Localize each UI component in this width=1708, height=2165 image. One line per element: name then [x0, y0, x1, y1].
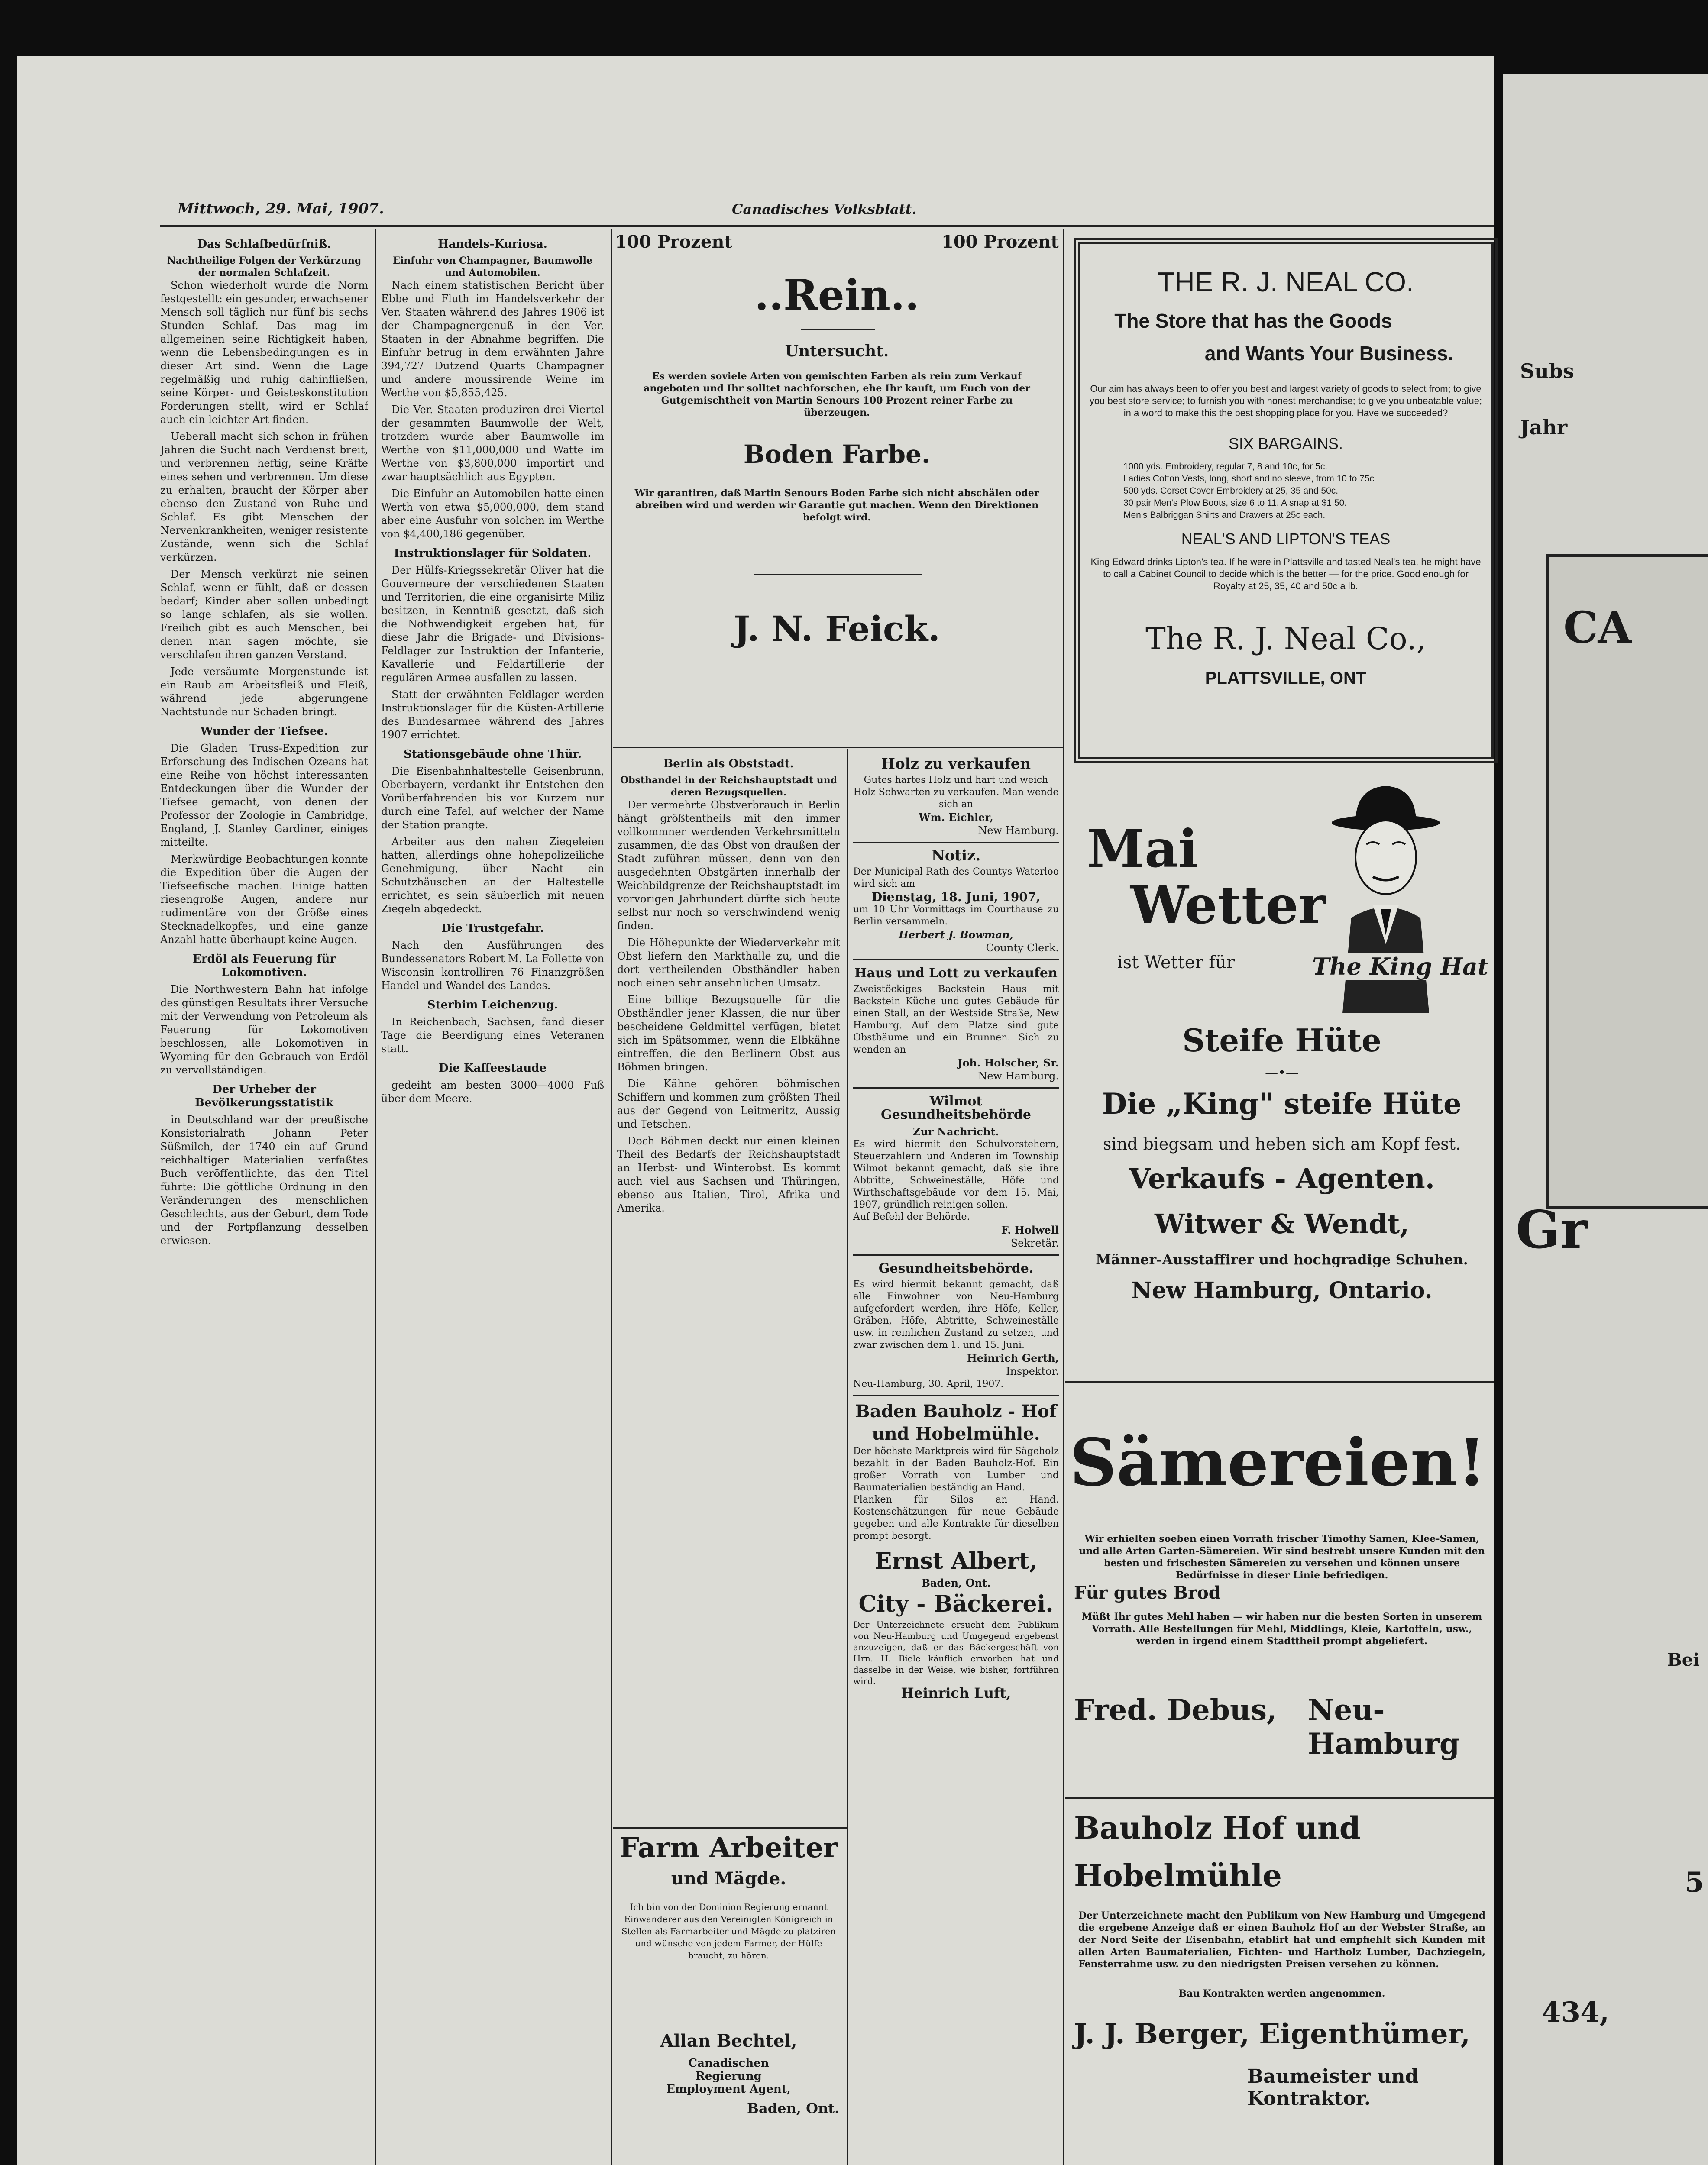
- king-line-6: Männer-Ausstaffirer und hochgradige Schuhen.: [1096, 1251, 1468, 1268]
- neal-bargain-list: [1123, 461, 1478, 521]
- paragraph: Der Mensch verkürzt nie seinen Schlaf, wenn er fühlt, daß er dessen bedarf; Kinder aber sollen unbedingt so lange schlafen, als sie wollen. Freilich gibt es auch Menschen, bei denen man sagen möchte, sie verschlafen ihren ganzen Verstand.: [160, 568, 368, 661]
- list-item: Ladies Cotton Vests, long, short and no sleeve, from 10 to 75c: [1123, 474, 1375, 484]
- baden-text: Der höchste Marktpreis wird für Sägeholz bezahlt in der Baden Bauholz-Hof. Ein großer Vorrath von Lumber und Baumaterialien beständig an Hand.: [853, 1446, 1059, 1493]
- farm-subtitle: und Mägde.: [671, 1868, 786, 1889]
- paragraph: Die Gladen Truss-Expedition zur Erforschung des Indischen Ozeans hat eine Reihe von höchst interessanten Entdeckungen über die Wunder der Tiefsee gemacht, von denen der Professor der Zoologie in Cambridge, England, J. Stanley Gardiner, einiges mitteilte.: [160, 742, 368, 848]
- wilmot-role: Sekretär.: [1010, 1237, 1059, 1249]
- city-name: Heinrich Luft,: [901, 1685, 1011, 1701]
- king-line-7: New Hamburg, Ontario.: [1131, 1277, 1433, 1304]
- farm-ad: [617, 1832, 840, 2165]
- baden-text-2: Planken für Silos an Hand. Kostenschätzungen für neue Gebäude gegeben und alle Kontrakte für dieselben prompt besorgt.: [853, 1494, 1059, 1541]
- wilmot-name: F. Holwell: [1001, 1224, 1059, 1236]
- baden-title-2: und Hobelmühle.: [872, 1424, 1040, 1444]
- paragraph: gedeiht am besten 3000—4000 Fuß über dem Meere.: [381, 1079, 604, 1105]
- wilmot-title: Wilmot Gesundheitsbehörde: [881, 1094, 1031, 1122]
- list-item: Men's Balbriggan Shirts and Drawers at 25c each.: [1123, 510, 1326, 520]
- newspaper-page: [17, 56, 1494, 2165]
- neal-bargains-title: SIX BARGAINS.: [1228, 435, 1343, 452]
- paper-name: Canadisches Volksblatt.: [732, 201, 917, 217]
- rein-text-2: Wir garantiren, daß Martin Senours Boden Farbe sich nicht abschälen oder abreiben wird und werden wir Garantie gut machen. Wenn den Direktionen befolgt wird.: [634, 488, 1039, 523]
- paragraph: Die Einfuhr an Automobilen hatte einen Werth von etwa $5,000,000, dem stand aber eine Ausfuhr von solchen im Werthe von $4,400,186 gegenüber.: [381, 488, 604, 540]
- haus-place: New Hamburg.: [978, 1070, 1059, 1082]
- rein-ad: [615, 232, 1059, 743]
- paragraph: In Reichenbach, Sachsen, fand dieser Tage die Beerdigung eines Veteranen statt.: [381, 1016, 604, 1055]
- article-title-erdoel: Erdöl als Feuerung für Lokomotiven.: [193, 953, 336, 979]
- saem-place: Neu-Hamburg: [1308, 1693, 1460, 1761]
- list-item: 1000 yds. Embroidery, regular 7, 8 and 10c, for 5c.: [1123, 462, 1328, 472]
- column-rule-4: [1063, 229, 1064, 2165]
- farm-name: Allan Bechtel,: [660, 2031, 797, 2051]
- neal-tagline-2: and Wants Your Business.: [1204, 342, 1454, 365]
- ges-name: Heinrich Gerth,: [967, 1352, 1059, 1364]
- saemereien-ad: [1070, 1390, 1494, 1797]
- king-subtitle: ist Wetter für: [1117, 953, 1235, 973]
- fragment: Bei: [1667, 1650, 1700, 1670]
- neal-teas-title: NEAL'S AND LIPTON'S TEAS: [1181, 530, 1391, 548]
- paragraph: Der Hülfs-Kriegssekretär Oliver hat die Gouverneure der verschiedenen Staaten und Territorien, die eine organisirte Miliz besitzen, in Kenntniß gesetzt, daß sich die Nothwendigkeit ergeben hat, für diese Jahr die Brigade- und Divisions-Feldlager zur Instruktion der Infanterie, Kavallerie und Feldartillerie der regulären Armee ausfallen zu lassen.: [381, 564, 604, 684]
- column-3-lower: [617, 751, 840, 1821]
- fragment: Subs: [1520, 359, 1574, 383]
- rein-left-label: 100 Prozent: [615, 232, 732, 252]
- bauholz-text: Der Unterzeichnete macht den Publikum von New Hamburg und Umgegend die ergebene Anzeige daß er einen Bauholz Hof an der Webster Straße, an der Nord Seite der Eisenbahn, etablirt hat und empfiehlt sich Kunden mit allen Arten Baumaterialien, Fichten- und Hartholz Lumber, Dachziegeln, Fensterrahme usw. zu den niedrigsten Preisen versehen zu können.: [1078, 1910, 1485, 1970]
- king-line-4: Verkaufs - Agenten.: [1129, 1163, 1435, 1195]
- column-1: [160, 232, 368, 2165]
- ges-role: Inspektor.: [1006, 1365, 1059, 1377]
- notiz-text-2: um 10 Uhr Vormittags im Courthause zu Berlin versammeln.: [853, 904, 1059, 927]
- issue-date: Mittwoch, 29. Mai, 1907.: [178, 200, 384, 217]
- list-item: 30 pair Men's Plow Boots, size 6 to 11. A snap at $1.50.: [1123, 498, 1347, 508]
- fragment: Gr: [1516, 1199, 1588, 1260]
- article-title-schlaf: Das Schlafbedürfniß.: [197, 238, 331, 251]
- bauholz-role: Baumeister und Kontraktor.: [1247, 2065, 1419, 2110]
- notiz-role: County Clerk.: [986, 942, 1059, 954]
- column-rule-3: [847, 749, 848, 2165]
- farm-place: Baden, Ont.: [747, 2100, 840, 2117]
- rein-seller: J. N. Feick.: [734, 608, 940, 649]
- paragraph: Eine billige Bezugsquelle für die Obsthändler jener Klassen, die nur über bescheidene Geldmittel verfügen, bietet sich im Spätsommer, wenn die Elbkähne eintreffen, die den Berlinern Obst aus Böhmen bringen.: [617, 994, 840, 1073]
- king-line-5: Witwer & Wendt,: [1154, 1208, 1410, 1240]
- wilmot-sign: Auf Befehl der Behörde.: [853, 1212, 970, 1222]
- article-title-station: Stationsgebäude ohne Thür.: [403, 748, 582, 761]
- notiz-title: Notiz.: [931, 847, 981, 864]
- neal-footer-name: The R. J. Neal Co.,: [1145, 621, 1426, 656]
- article-title-trust: Die Trustgefahr.: [441, 922, 544, 935]
- fragment: Jahr: [1520, 416, 1568, 439]
- wilmot-text: Es wird hiermit den Schulvorstehern, Steuerzahlern und Anderen im Township Wilmot bekannt gemacht, daß sie ihre Abtritte, Schweineställe, Höfe und Wirthschaftsgebäude vor dem 15. Mai, 1907, gründlich reinigen sollen.: [853, 1139, 1059, 1210]
- king-line-1: Steife Hüte: [1182, 1022, 1381, 1059]
- list-item: 500 yds. Corset Cover Embroidery at 25, 35 and 50c.: [1123, 486, 1339, 496]
- rein-right-label: 100 Prozent: [941, 232, 1059, 252]
- notiz-date: Dienstag, 18. Juni, 1907,: [871, 890, 1041, 904]
- fragment: 434,: [1542, 1996, 1609, 2029]
- notiz-name: Herbert J. Bowman,: [899, 928, 1013, 941]
- farm-text: Ich bin von der Dominion Regierung ernannt Einwanderer aus den Vereinigten Königreich in Stellen als Farmarbeiter und Mägde zu platziren und wünsche von jedem Farmer, der Hülfe braucht, zu hören.: [621, 1902, 836, 1961]
- notiz-text: Der Municipal-Rath des Countys Waterloo wird sich am: [853, 866, 1059, 889]
- paragraph: Nach den Ausführungen des Bundessenators Robert M. La Follette von Wisconsin kontrolliren 76 Finanzgrößen Handel und Wandel des Landes.: [381, 939, 604, 992]
- article-title-urheber: Der Urheber der Bevölkerungsstatistik: [195, 1083, 333, 1109]
- paragraph: Die Kähne gehören böhmischen Schiffern und kommen zum größten Theil aus der Gegend von Leitmeritz, Aussig und Tetschen.: [617, 1078, 840, 1130]
- farm-top-rule: [613, 1827, 847, 1829]
- king-line-3: sind biegsam und heben sich am Kopf fest.: [1103, 1134, 1461, 1154]
- rein-title: ..Rein..: [754, 271, 919, 320]
- saem-brod-text: Müßt Ihr gutes Mehl haben — wir haben nur die besten Sorten in unserem Vorrath. Alle Bestellungen für Mehl, Middlings, Kleie, Kartoffeln, usw., werden in irgend einem Stadttheil prompt abgeliefert.: [1081, 1611, 1482, 1647]
- article-title-leichenzug: Sterbim Leichenzug.: [427, 998, 558, 1011]
- paragraph: Die Ver. Staaten produziren drei Viertel der gesammten Baumwolle der Welt, trotzdem wurde aber Baumwolle im Werthe von $11,000,000 und Watte im Werthe von $3,800,000 importirt und zwar hauptsächlich aus Egypten.: [381, 404, 604, 483]
- paragraph: Merkwürdige Beobachtungen konnte die Expedition über die Augen der Tiefseefische machen. Einige hatten riesengroße Augen, andere nur rudimentäre von der Größe eines Stecknadelkopfes, und eine ganze Anzahl hatte überhaupt keine Augen.: [160, 853, 368, 946]
- bauholz-name: J. J. Berger, Eigenthümer,: [1074, 2018, 1470, 2050]
- column-rule-1: [375, 229, 376, 2165]
- article-title-tiefsee: Wunder der Tiefsee.: [200, 725, 328, 738]
- article-title-berlin: Berlin als Obststadt.: [663, 757, 794, 770]
- rein-subtitle: Untersucht.: [785, 342, 889, 360]
- article-title-kaffee: Die Kaffeestaude: [438, 1062, 547, 1075]
- article-subtitle-schlaf: Nachtheilige Folgen der Verkürzung der normalen Schlafzeit.: [167, 255, 362, 278]
- bauholz-title-1: Bauholz Hof und: [1074, 1810, 1361, 1846]
- paragraph: Statt der erwähnten Feldlager werden Instruktionslager für die Küsten-Artillerie des Bundesarmee während des Jahres 1907 errichtet.: [381, 688, 604, 741]
- rein-rule-2: [754, 574, 922, 575]
- neal-footer-place: PLATTSVILLE, ONT: [1205, 669, 1367, 688]
- fragment: 5: [1685, 1866, 1704, 1899]
- city-title: City - Bäckerei.: [858, 1591, 1054, 1617]
- paragraph: Die Northwestern Bahn hat infolge des günstigen Resultats ihrer Versuche mit der Verwendung von Petroleum als Feuerung für Lokomotiven beschlossen, alle Lokomotiven in Wyoming für den Gebrauch von Erdöl zu vervollständigen.: [160, 983, 368, 1076]
- rein-text-1: Es werden soviele Arten von gemischten Farben als rein zum Verkauf angeboten und Ihr solltet nachforschen, ehe Ihr kauft, um Euch von der Gutgemischtheit von Martin Senours 100 Prozent reiner Farbe zu überzeugen.: [644, 371, 1030, 418]
- saem-text: Wir erhielten soeben einen Vorrath frischer Timothy Samen, Klee-Samen, und alle Arten Garten-Sämereien. Wir sind bestrebt unsere Kunden mit den besten und frischesten Sämereien zu versehen und können unsere Bedürfnisse in dieser Linie befriedigen.: [1079, 1533, 1485, 1581]
- column-4: [853, 751, 1059, 2165]
- neal-intro: Our aim has always been to offer you best and largest variety of goods to select from; to give you best store service; to furnish you with honest merchandise; to give you unbeatable value; in a word to make this the best shopping place for you. Have we succeeded?: [1089, 383, 1482, 418]
- king-hat-ad: [1070, 771, 1494, 1429]
- header-rule: [160, 225, 1494, 227]
- column-2: [381, 232, 604, 2165]
- article-title-instruktion: Instruktionslager für Soldaten.: [394, 547, 592, 560]
- holz-title: Holz zu verkaufen: [881, 755, 1031, 772]
- bauholz-title-2: Hobelmühle: [1074, 1858, 1282, 1894]
- bauholz-top-rule: [1065, 1797, 1494, 1799]
- fragment: CA: [1563, 602, 1632, 653]
- neal-tagline-1: The Store that has the Goods: [1114, 310, 1392, 332]
- adjacent-page: [1503, 74, 1708, 2165]
- paragraph: in Deutschland war der preußische Konsistorialrath Johann Peter Süßmilch, der 1740 ein auf Grund reichhaltiger Materialien verfaßtes Buch veröffentlichte, das den Titel führte: Die göttliche Ordnung in den Veränderungen des menschlichen Geschlechts, aus der Geburt, dem Tode und der Fortpflanzung desselben erwiesen.: [160, 1114, 368, 1247]
- paragraph: Ueberall macht sich schon in frühen Jahren die Sucht nach Verdienst breit, und verbrennen heftig, seine Kräfte eines sehen und verbrennen. Um diese zu erhalten, braucht der Körper aber ebenso den Zustand von Ruhe und Schlaf. Es gibt Menschen der Nervenkrankheiten, weniger resistente Zustände, wenn sich die Schlaf verkürzen.: [160, 430, 368, 563]
- saem-name: Fred. Debus,: [1074, 1693, 1277, 1727]
- farm-role: Canadischen Regierung Employment Agent,: [666, 2057, 791, 2096]
- column-rule-2: [611, 229, 612, 2165]
- ges-text: Es wird hiermit bekannt gemacht, daß alle Einwohner von Neu-Hamburg aufgefordert werden, ihre Höfe, Keller, Gräben, Höfe, Abtritte, Schweineställe usw. in reinlichen Zustand zu setzen, und zwar zwischen dem 1. und 15. Juni.: [853, 1279, 1059, 1351]
- paragraph: Jede versäumte Morgenstunde ist ein Raub am Arbeitsfleiß und Fleiß, während jede abgerungene Nachtstunde nur Schaden bringt.: [160, 666, 368, 718]
- king-title-2: Wetter: [1130, 875, 1326, 936]
- ernst-name: Ernst Albert,: [874, 1548, 1038, 1574]
- rein-rule: [801, 329, 875, 330]
- saem-brod-title: Für gutes Brod: [1074, 1583, 1221, 1603]
- article-subtitle-handel: Einfuhr von Champagner, Baumwolle und Automobilen.: [393, 255, 592, 278]
- paragraph: Die Höhepunkte der Wiederverkehr mit Obst liefern den Markthalle zu, und die dort vertheilenden Obsthändler haben noch einen sehr ansehnlichen Umsatz.: [617, 937, 840, 989]
- ges-date: Neu-Hamburg, 30. April, 1907.: [853, 1379, 1004, 1389]
- baden-title-1: Baden Bauholz - Hof: [855, 1401, 1057, 1422]
- paragraph: Arbeiter aus den nahen Ziegeleien hatten, allerdings ohne hohepolizeiliche Genehmigung, über Nacht ein Schutzhäuschen an der Haltestelle errichtet, es sein säuberlich mit neuen Ziegeln abgedeckt.: [381, 836, 604, 915]
- paragraph: Nach einem statistischen Bericht über Ebbe und Fluth im Handelsverkehr der Ver. Staaten während des Jahres 1906 ist der Champagnergenuß in den Ver. Staaten in der Abnahme begriffen. Die Einfuhr betrug in dem erwähnten Jahre 394,727 Dutzend Quarts Champagner und andere moussirende Weine im Werthe von $5,855,425.: [381, 279, 604, 399]
- paragraph: Der vermehrte Obstverbrauch in Berlin hängt größtentheils mit den immer vollkommner werdenden Verkehrsmitteln zusammen, die das Obst von draußen der Stadt zuführen müssen, denn von den ausgedehnten Obstgärten innerhalb der Weichbildgrenze der Reichshauptstadt im vorvorigen Jahrhundert dürfte sich heute selbst nur noch so verschwindend wenig finden.: [617, 799, 840, 932]
- holz-text: Gutes hartes Holz und hart und weich Holz Schwarten zu verkaufen. Man wende sich an: [853, 775, 1059, 810]
- haus-title: Haus und Lott zu verkaufen: [854, 966, 1058, 981]
- rein-product: Boden Farbe.: [743, 439, 931, 469]
- ernst-place: Baden, Ont.: [921, 1577, 991, 1589]
- paragraph: Doch Böhmen deckt nur einen kleinen Theil des Bedarfs der Reichshauptstadt an Herbst- und Winterobst. Es kommt auch viel aus Sachsen und Thüringen, ebenso aus Italien, Tirol, Afrika und Amerika.: [617, 1135, 840, 1214]
- neal-teas-text: King Edward drinks Lipton's tea. If he were in Plattsville and tasted Neal's tea, he might have to call a Cabinet Council to decide which is the better — for the price. Good enough for Royalty at 25, 35, 40 and 50c a lb.: [1090, 556, 1481, 591]
- holz-place: New Hamburg.: [978, 824, 1059, 837]
- paragraph: Die Eisenbahnhaltestelle Geisenbrunn, Oberbayern, verdankt ihr Entstehen den Vorüberfahrenden bis vor Kurzem nur durch eine Tafel, auf welcher der Name der Station prangte.: [381, 765, 604, 831]
- king-logo: The King Hat: [1312, 953, 1488, 980]
- neal-title: THE R. J. NEAL CO.: [1158, 266, 1414, 297]
- holz-name: Wm. Eichler,: [919, 811, 993, 824]
- king-title-1: Mai: [1087, 818, 1198, 879]
- city-text: Der Unterzeichnete ersucht dem Publikum von Neu-Hamburg und Umgegend ergebenst anzuzeigen, daß er das Bäckergeschäft von Hrn. H. Biele käuflich erworben hat und dasselbe in der Weise, wie bisher, fortführen wird.: [853, 1619, 1059, 1686]
- paragraph: Schon wiederholt wurde die Norm festgestellt: ein gesunder, erwachsener Mensch soll täglich nur fünf bis sechs Stunden Schlaf. Das mag im allgemeinen seine Richtigkeit haben, wenn die Lebensbedingungen es in dieser Art sind. Wenn die Lage regelmäßig und ruhig dahinfließen, seine Körper- und Geisteskonstitution Forderungen stellt, wird er Schlaf auch ein leichter Art finden.: [160, 279, 368, 426]
- article-subtitle-berlin: Obsthandel in der Reichshauptstadt und deren Bezugsquellen.: [620, 775, 837, 798]
- farm-title: Farm Arbeiter: [619, 1832, 838, 1864]
- ges-title: Gesundheitsbehörde.: [878, 1261, 1034, 1276]
- article-title-handel: Handels-Kuriosa.: [438, 238, 547, 251]
- rein-bottom-rule: [613, 747, 1063, 748]
- haus-name: Joh. Holscher, Sr.: [958, 1057, 1059, 1069]
- saem-title: Sämereien!: [1070, 1425, 1486, 1501]
- king-bottom-rule: [1065, 1381, 1494, 1383]
- king-dash: —•—: [1265, 1065, 1299, 1080]
- neal-ad: [1074, 238, 1498, 763]
- bauholz-text-2: Bau Kontrakten werden angenommen.: [1178, 1988, 1385, 1999]
- king-line-2: Die „King" steife Hüte: [1102, 1087, 1462, 1121]
- haus-text: Zweistöckiges Backstein Haus mit Backstein Küche und gutes Gebäude für einen Stall, an der Westside Straße, New Hamburg. Auf dem Platze sind gute Obstbäume und ein Brunnen. Sich zu wenden an: [853, 984, 1059, 1055]
- wilmot-subtitle: Zur Nachricht.: [913, 1125, 999, 1138]
- bauholz-ad: [1070, 1801, 1494, 2165]
